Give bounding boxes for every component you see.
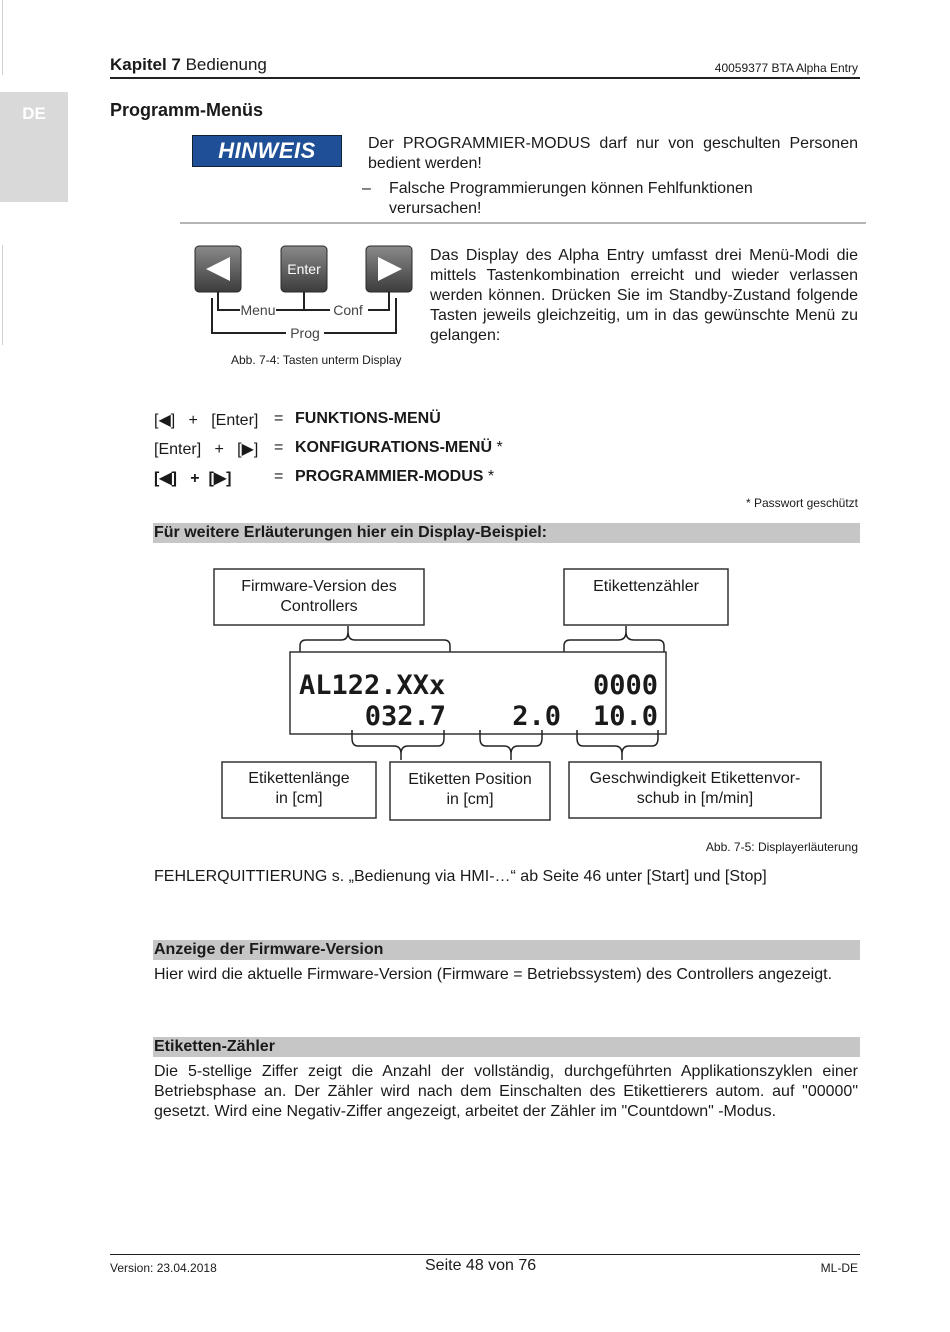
document-id: 40059377 BTA Alpha Entry <box>714 61 858 75</box>
combo-keys: [◀] + [▶] <box>154 470 232 487</box>
combo-keys: [◀] + [Enter] <box>154 412 259 429</box>
length-callout-line1: Etikettenlänge <box>248 770 350 787</box>
combo-result <box>295 410 441 428</box>
counter-section-text: Die 5-stellige Ziffer zeigt die Anzahl der vollständig, durchgeführten Applikationszyklen einer Betriebsphase an. Der Zähler wird nach dem Einschalten des Etikettierers autom. auf "00000" gesetzt. Wird eine Negativ-Ziffer angezeigt, arbeitet der Zähler im "Countdown" -Modus. <box>154 1063 858 1120</box>
chapter-title: Bedienung <box>185 55 267 74</box>
footer-page-number: Seite 48 von 76 <box>425 1257 537 1274</box>
counter-section-heading: Etiketten-Zähler <box>153 1037 860 1057</box>
combo-equals: = <box>274 410 284 427</box>
notice-rule <box>180 222 866 224</box>
figure-caption: Abb. 7-4: Tasten unterm Display <box>231 353 402 367</box>
page-edge-line <box>2 0 3 75</box>
notice-badge: HINWEIS <box>192 135 342 167</box>
notice-text: Der PROGRAMMIER-MODUS darf nur von geschulten Personen bedient werden! <box>368 135 858 172</box>
display-example-heading: Für weitere Erläuterungen hier ein Display-Beispiel: <box>153 523 860 543</box>
header-rule <box>110 77 860 79</box>
combo-row <box>154 468 654 488</box>
lcd-counter: 0000 <box>592 670 658 701</box>
firmware-section-heading: Anzeige der Firmware-Version <box>153 940 860 960</box>
lcd-label-position: 2.0 <box>512 701 561 732</box>
display-keys-figure <box>192 240 417 350</box>
position-callout-line2: in [cm] <box>446 791 494 808</box>
length-callout-line2: in [cm] <box>275 790 323 807</box>
firmware-callout-line2: Controllers <box>280 598 358 615</box>
combo-equals: = <box>274 468 284 485</box>
counter-callout-label: Etikettenzähler <box>593 578 699 595</box>
combo-result-text: PROGRAMMIER-MODUS <box>295 468 484 485</box>
intro-paragraph: Das Display des Alpha Entry umfasst drei Menü-Modi die mittels Tastenkombination erreicht und wieder verlassen werden können. Drücken Sie im Standby-Zustand folgende Tasten jeweils gleichzeitig, um in das gewünschte Menü zu gelangen: <box>430 247 858 344</box>
lcd-label-length: 032.7 <box>364 701 446 732</box>
language-tab <box>0 92 68 202</box>
combo-result <box>295 439 503 457</box>
display-diagram <box>200 560 840 830</box>
speed-callout-line1: Geschwindigkeit Etikettenvor- <box>589 770 801 787</box>
combo-star: * <box>492 439 503 456</box>
combo-result-text: FUNKTIONS-MENÜ <box>295 410 441 427</box>
combo-keys: [Enter] + [▶] <box>154 441 259 458</box>
firmware-section-text: Hier wird die aktuelle Firmware-Version (Firmware = Betriebssystem) des Controllers angezeigt. <box>154 966 833 983</box>
footer-version: Version: 23.04.2018 <box>110 1261 217 1275</box>
combo-row <box>154 410 654 430</box>
menu-label: Menu <box>240 302 276 318</box>
lcd-feed-speed: 10.0 <box>592 701 658 732</box>
lcd-firmware-version: AL122.XXx <box>299 670 446 701</box>
bullet-dash: – <box>362 180 371 197</box>
combo-equals: = <box>274 439 284 456</box>
speed-callout-line2: schub in [m/min] <box>636 790 754 807</box>
chapter-number: Kapitel 7 <box>110 55 181 74</box>
footer-rule <box>110 1254 860 1255</box>
upper-braces <box>300 626 664 653</box>
chapter-header <box>110 55 267 75</box>
firmware-callout-line1: Firmware-Version des <box>241 578 397 595</box>
section-title: Programm-Menüs <box>110 100 264 120</box>
notice-bullet-text: Falsche Programmierungen können Fehlfunktionen verursachen! <box>389 180 753 217</box>
combo-star: * <box>483 468 495 485</box>
language-tab-label: DE <box>22 104 46 123</box>
combo-result <box>295 468 494 486</box>
combo-row <box>154 439 654 459</box>
error-acknowledge-note: FEHLERQUITTIERUNG s. „Bedienung via HMI-…“ ab Seite 46 unter [Start] und [Stop] <box>154 868 767 885</box>
figure-caption: Abb. 7-5: Displayerläuterung <box>705 840 858 854</box>
combo-result-text: KONFIGURATIONS-MENÜ <box>295 439 493 456</box>
password-note: * Passwort geschützt <box>745 496 858 510</box>
prog-label: Prog <box>290 325 320 341</box>
position-callout-line1: Etiketten Position <box>408 771 532 788</box>
enter-key-label: Enter <box>287 261 321 277</box>
conf-label: Conf <box>333 302 363 318</box>
page-edge-line <box>2 245 3 345</box>
footer-language-code: ML-DE <box>820 1261 858 1275</box>
